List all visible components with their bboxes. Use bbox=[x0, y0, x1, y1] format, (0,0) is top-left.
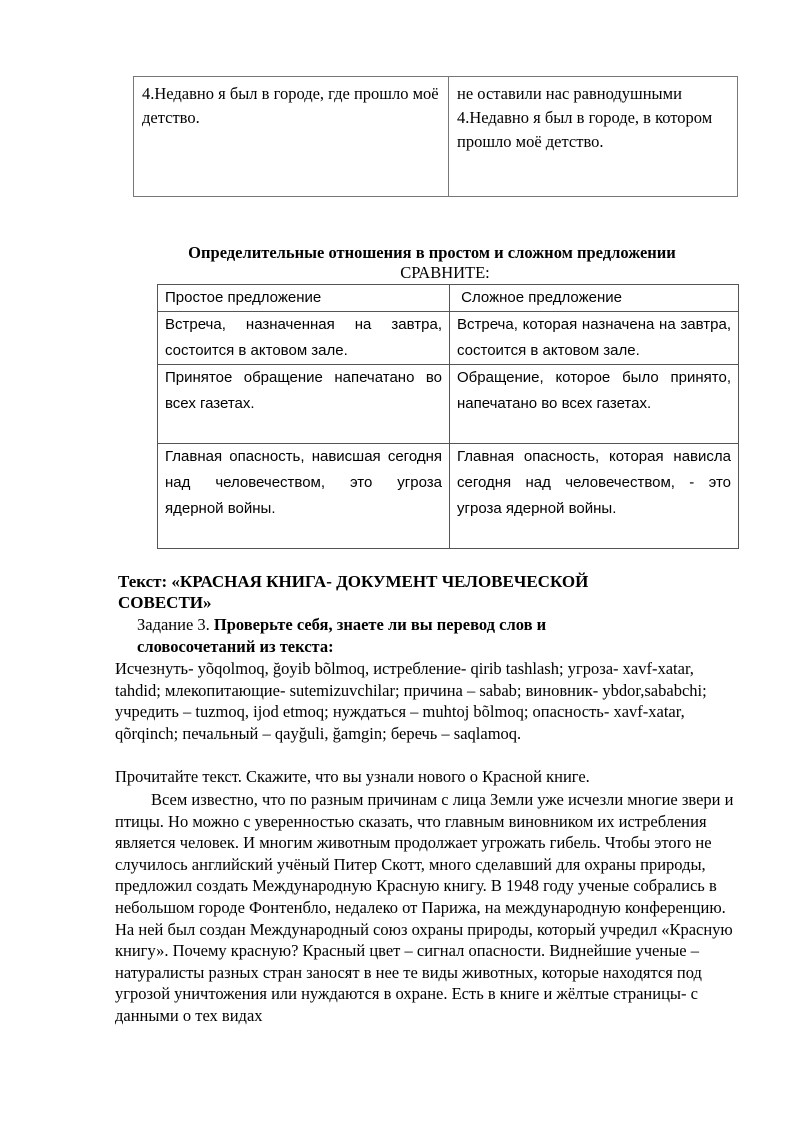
previous-table bbox=[133, 76, 738, 197]
previous-table-left-text: 4.Недавно я был в городе, где прошло моё детство. bbox=[142, 84, 439, 127]
section-subheading: СРАВНИТЕ: bbox=[400, 263, 490, 282]
previous-table-right-line2: 4.Недавно я был в городе, в котором прошло моё детство. bbox=[457, 108, 713, 151]
compare-table bbox=[157, 284, 739, 549]
section-heading: Определительные отношения в простом и сложном предложении bbox=[188, 243, 676, 262]
compare-table-header-simple: Простое предложение bbox=[158, 285, 450, 312]
table-row bbox=[158, 312, 739, 365]
previous-table-right-line1: не оставили нас равнодушными bbox=[457, 84, 682, 103]
vocabulary-list: Исчезнуть- yõqolmoq, ğoyib bõlmoq, истребление- qirib tashlash; угроза- xavf-xatar, tahdid; млекопитающие- sutemizuvchilar; причина – sabab; виновник- ybdor,sababchi; учредить – tuzmoq, ijod etmoq; нуждаться – muhtoj bõlmoq; опасность- xavf-xatar, qõrqinch; печальный – qayğuli, ğamgin; беречь – saqlamoq. bbox=[115, 659, 707, 743]
compare-table-header-row bbox=[158, 285, 739, 312]
reading-instruction: Прочитайте текст. Скажите, что вы узнали нового о Красной книге. bbox=[115, 767, 590, 786]
table-cell: Главная опасность, нависшая сегодня над человечеством, это угроза ядерной войны. bbox=[158, 444, 450, 549]
previous-table-left-cell bbox=[134, 77, 449, 197]
table-cell: Встреча, назначенная на завтра, состоится в актовом зале. bbox=[158, 312, 450, 365]
task-block bbox=[137, 614, 637, 657]
task-label: Задание 3. bbox=[137, 615, 214, 634]
previous-table-right-cell bbox=[449, 77, 738, 197]
table-cell: Главная опасность, которая нависла сегодня над человечеством, - это угроза ядерной войны. bbox=[450, 444, 739, 549]
table-row bbox=[158, 365, 739, 444]
main-paragraph: Всем известно, что по разным причинам с лица Земли уже исчезли многие звери и птицы. Но можно с уверенностью сказать, что главным виновником их истребления является человек. И многим животным продолжает угрожать гибель. Чтобы этого не случилось английский учёный Питер Скотт, много сделавший для охраны природы, предложил создать Международную Красную книгу. В 1948 году ученые собрались в небольшом городе Фонтенбло, недалеко от Парижа, на международную конференцию. На ней был создан Международный союз охраны природы, который учредил «Красную книгу». Почему красную? Красный цвет – сигнал опасности. Виднейшие ученые – натуралисты разных стран заносят в нее те виды животных, которые находятся под угрозой уничтожения или нуждаются в охране. Есть в книге и жёлтые страницы- с данными о тех видах bbox=[115, 790, 734, 1025]
text-title: Текст: «КРАСНАЯ КНИГА- ДОКУМЕНТ ЧЕЛОВЕЧЕСКОЙ СОВЕСТИ» bbox=[118, 572, 589, 612]
table-row bbox=[158, 444, 739, 549]
table-cell: Принятое обращение напечатано во всех газетах. bbox=[158, 365, 450, 444]
compare-table-header-complex: Сложное предложение bbox=[450, 285, 739, 312]
table-cell: Обращение, которое было принято, напечатано во всех газетах. bbox=[450, 365, 739, 444]
table-cell: Встреча, которая назначена на завтра, состоится в актовом зале. bbox=[450, 312, 739, 365]
task-instruction: Проверьте себя, знаете ли вы перевод слов и словосочетаний из текста: bbox=[137, 615, 547, 656]
